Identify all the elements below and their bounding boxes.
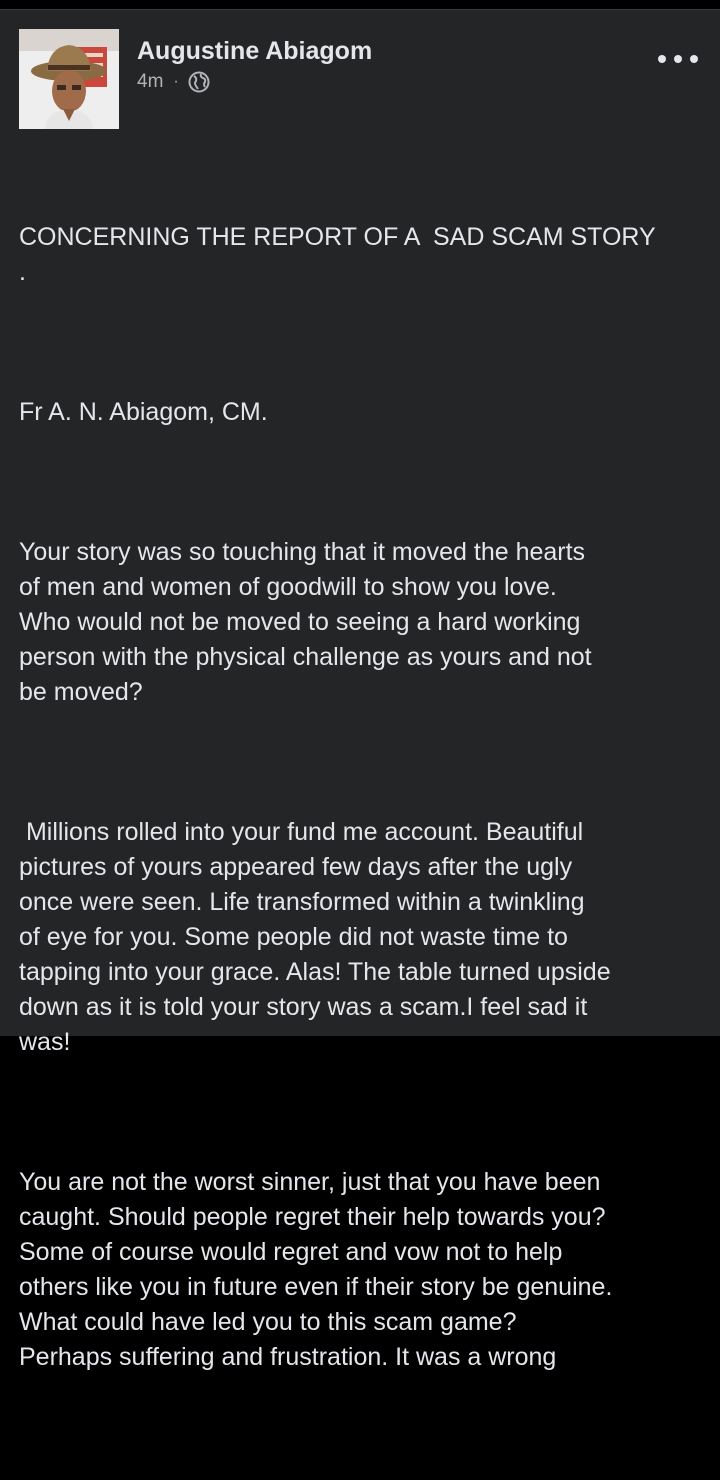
avatar-photo [19, 29, 119, 129]
more-horizontal-icon[interactable] [658, 44, 698, 74]
globe-icon[interactable] [188, 71, 210, 93]
status-bar-strip [0, 0, 720, 9]
meta-separator: · [173, 73, 179, 90]
post-paragraph: You are not the worst sinner, just that you have been caught. Should people regret their help towards you? Some of course would regret and vow not to help others like you in future even if their story be genuine. What could have led you to this scam game? Perhaps suffering and frustration. It was a wrong [19, 1168, 613, 1371]
post-paragraph: CONCERNING THE REPORT OF A SAD SCAM STORY . [19, 223, 656, 286]
more-dot [674, 55, 682, 63]
post-paragraph: Millions rolled into your fund me account. Beautiful pictures of yours appeared few days after the ugly once were seen. Life transformed within a twinkling of eye for you. Some people did not waste time to tapping into your grace. Alas! The table turned upside down as it is told your story was a scam.I feel sad it was! [19, 818, 611, 1056]
post-paragraph: Your story was so touching that it moved the hearts of men and women of goodwill to show you love. Who would not be moved to seeing a hard working person with the physical challenge as yours and not be moved? [19, 538, 592, 706]
post-paragraph: Fr A. N. Abiagom, CM. [19, 398, 268, 426]
post-timestamp[interactable]: 4m [137, 71, 164, 92]
post-meta [137, 68, 210, 96]
author-name[interactable]: Augustine Abiagom [137, 37, 373, 65]
more-dot [658, 55, 666, 63]
author-avatar[interactable] [19, 29, 119, 129]
post-body [19, 150, 709, 1480]
more-dot [690, 55, 698, 63]
post-card [0, 9, 720, 1371]
